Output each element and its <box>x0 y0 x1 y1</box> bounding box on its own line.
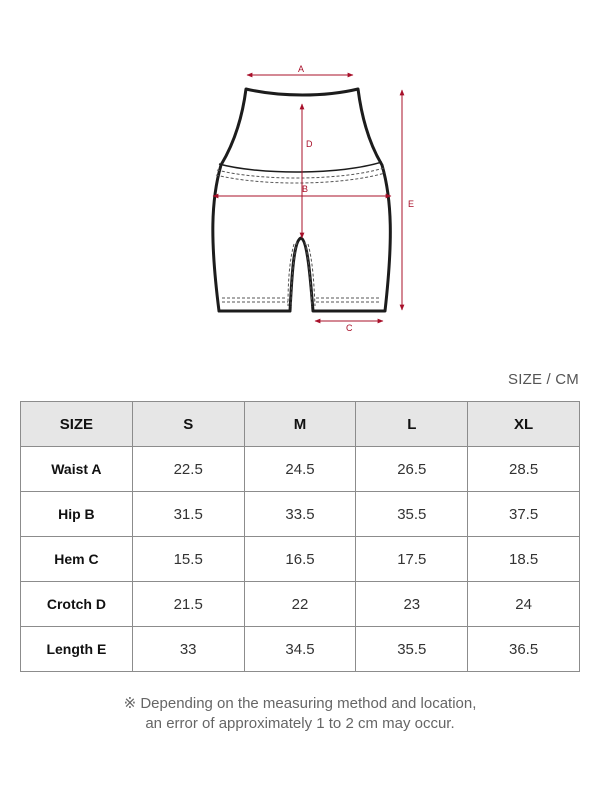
label-d: D <box>306 139 313 149</box>
header-m: M <box>244 402 356 447</box>
table-header-row <box>21 402 580 447</box>
table-cell: 31.5 <box>132 492 244 537</box>
table-cell: 23 <box>356 582 468 627</box>
table-row <box>21 447 580 492</box>
table-cell: 24.5 <box>244 447 356 492</box>
header-xl: XL <box>468 402 580 447</box>
table-cell: 22 <box>244 582 356 627</box>
table-row <box>21 582 580 627</box>
header-size: SIZE <box>21 402 133 447</box>
table-row <box>21 537 580 582</box>
table-cell: 21.5 <box>132 582 244 627</box>
row-label: Hip B <box>21 492 133 537</box>
label-b: B <box>302 184 309 194</box>
label-c: C <box>346 323 353 333</box>
table-cell: 16.5 <box>244 537 356 582</box>
table-cell: 18.5 <box>468 537 580 582</box>
table-cell: 24 <box>468 582 580 627</box>
shorts-size-diagram <box>200 60 430 340</box>
size-table <box>20 401 580 672</box>
row-label: Length E <box>21 627 133 672</box>
note-line-1: ※ Depending on the measuring method and location, <box>123 695 477 712</box>
label-a: A <box>298 64 305 74</box>
table-cell: 35.5 <box>356 492 468 537</box>
table-cell: 26.5 <box>356 447 468 492</box>
table-cell: 22.5 <box>132 447 244 492</box>
table-cell: 37.5 <box>468 492 580 537</box>
table-row <box>21 627 580 672</box>
note-line-2: an error of approximately 1 to 2 cm may occur. <box>145 715 455 732</box>
table-cell: 36.5 <box>468 627 580 672</box>
row-label: Crotch D <box>21 582 133 627</box>
table-cell: 35.5 <box>356 627 468 672</box>
header-s: S <box>132 402 244 447</box>
table-cell: 17.5 <box>356 537 468 582</box>
table-cell: 33.5 <box>244 492 356 537</box>
unit-label: SIZE / CM <box>508 371 579 388</box>
label-e: E <box>408 199 415 209</box>
table-cell: 15.5 <box>132 537 244 582</box>
table-cell: 33 <box>132 627 244 672</box>
measurement-note <box>0 694 600 734</box>
table-row <box>21 492 580 537</box>
measure-letters <box>298 64 414 333</box>
table-cell: 28.5 <box>468 447 580 492</box>
row-label: Waist A <box>21 447 133 492</box>
row-label: Hem C <box>21 537 133 582</box>
header-l: L <box>356 402 468 447</box>
table-cell: 34.5 <box>244 627 356 672</box>
